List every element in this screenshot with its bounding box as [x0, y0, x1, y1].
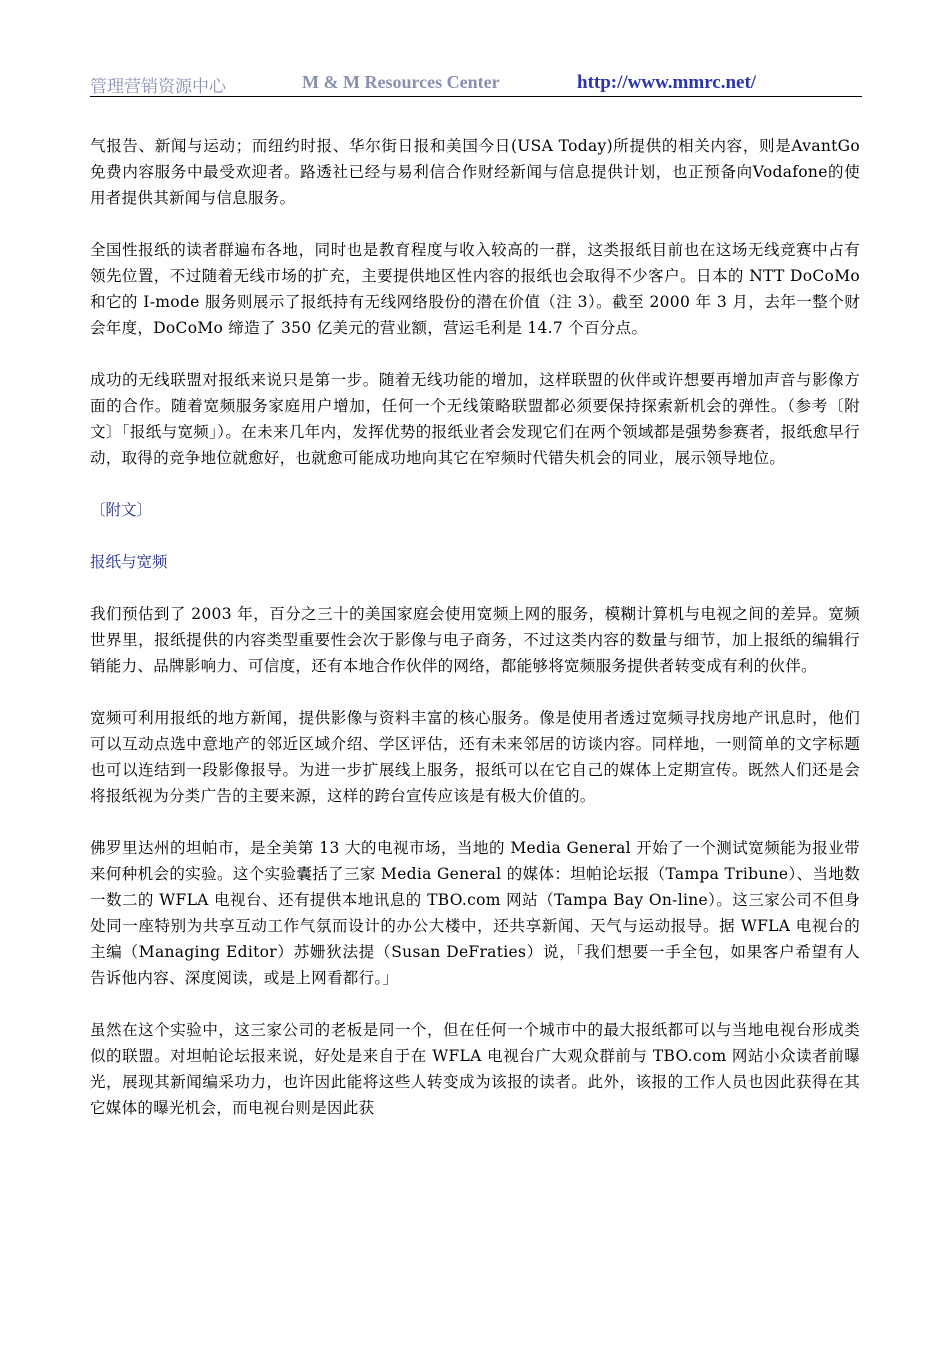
header-org-en: M & M Resources Center — [302, 72, 500, 92]
paragraph-1: 气报告、新闻与运动；而纽约时报、华尔街日报和美国今日(USA Today)所提供的相关内容，则是AvantGo免费内容服务中最受欢迎者。路透社已经与易利信合作财经新闻与信息提供计划，也正预备向Vodafone的使用者提供其新闻与信息服务。 — [90, 137, 860, 207]
document-body — [90, 133, 860, 1147]
page-header — [90, 70, 862, 97]
paragraph-5: 宽频可利用报纸的地方新闻，提供影像与资料丰富的核心服务。像是使用者透过宽频寻找房地产讯息时，他们可以互动点选中意地产的邻近区域介绍、学区评估，还有未来邻居的访谈内容。同样地，一则简单的文字标题也可以连结到一段影像报导。为进一步扩展线上服务，报纸可以在它自己的媒体上定期宣传。既然人们还是会将报纸视为分类广告的主要来源，这样的跨台宣传应该是有极大价值的。 — [90, 709, 860, 805]
paragraph-3: 成功的无线联盟对报纸来说只是第一步。随着无线功能的增加，这样联盟的伙伴或许想要再增加声音与影像方面的合作。随着宽频服务家庭用户增加，任何一个无线策略联盟都必须要保持探索新机会的弹性。（参考〔附文〕「报纸与宽频」）。在未来几年内，发挥优势的报纸业者会发现它们在两个领域都是强势参赛者，报纸愈早行动，取得的竞争地位就愈好，也就愈可能成功地向其它在窄频时代错失机会的同业，展示领导地位。 — [90, 371, 860, 467]
header-url-link[interactable]: http://www.mmrc.net/ — [577, 72, 757, 93]
appendix-title: 报纸与宽频 — [90, 553, 168, 571]
paragraph-7: 虽然在这个实验中，这三家公司的老板是同一个，但在任何一个城市中的最大报纸都可以与当地电视台形成类似的联盟。对坦帕论坛报来说，好处是来自于在 WFLA 电视台广大观众群前与 TBO.com 网站小众读者前曝光，展现其新闻编采功力，也许因此能将这些人转变成为该报的读者。此外，该报的工作人员也因此获得在其它媒体的曝光机会，而电视台则是因此获 — [90, 1021, 860, 1117]
header-org-cn: 管理营销资源中心 — [90, 77, 226, 97]
paragraph-4: 我们预估到了 2003 年，百分之三十的美国家庭会使用宽频上网的服务，模糊计算机与电视之间的差异。宽频世界里，报纸提供的内容类型重要性会次于影像与电子商务，不过这类内容的数量与细节，加上报纸的编辑行销能力、品牌影响力、可信度，还有本地合作伙伴的网络，都能够将宽频服务提供者转变成有利的伙伴。 — [90, 605, 860, 675]
paragraph-6: 佛罗里达州的坦帕市，是全美第 13 大的电视市场，当地的 Media General 开始了一个测试宽频能为报业带来何种机会的实验。这个实验囊括了三家 Media General 的媒体：坦帕论坛报（Tampa Tribune）、当地数一数二的 WFLA 电视台、还有提供本地讯息的 TBO.com 网站（Tampa Bay On-line）。这三家公司不但身处同一座特别为共享互动工作气氛而设计的办公大楼中，还共享新闻、天气与运动报导。据 WFLA 电视台的主编（Managing Editor）苏姗狄法提（Susan DeFraties）说，「我们想要一手全包，如果客户希望有人告诉他内容、深度阅读，或是上网看都行。」 — [90, 839, 860, 987]
appendix-label: 〔附文〕 — [90, 501, 153, 519]
paragraph-2: 全国性报纸的读者群遍布各地，同时也是教育程度与收入较高的一群，这类报纸目前也在这场无线竞赛中占有领先位置，不过随着无线市场的扩充，主要提供地区性内容的报纸也会取得不少客户。日本的 NTT DoCoMo 和它的 I-mode 服务则展示了报纸持有无线网络股份的潜在价值（注 3）。截至 2000 年 3 月，去年一整个财会年度，DoCoMo 缔造了 350 亿美元的营业额，营运毛利是 14.7 个百分点。 — [90, 241, 860, 337]
